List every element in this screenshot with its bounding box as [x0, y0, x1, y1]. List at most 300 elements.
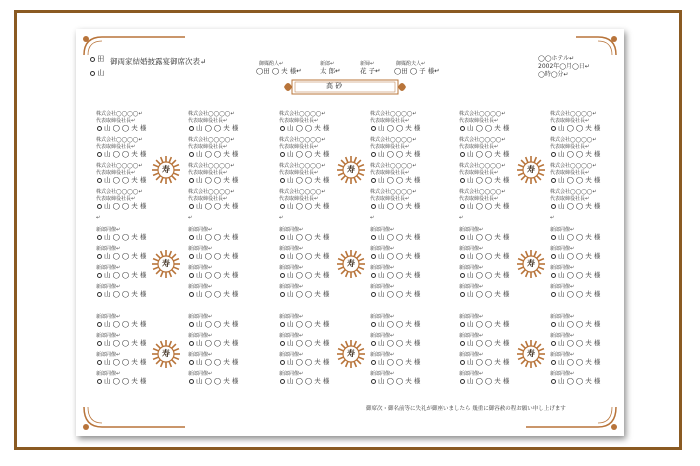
circle-mark	[280, 292, 285, 297]
guest-name	[370, 234, 420, 241]
position-label: 代表取締役社長↵	[279, 170, 319, 176]
guest-name	[96, 378, 146, 385]
guest-group-label: 新郎同僚↵	[188, 284, 213, 290]
guest-group-label: 新郎同僚↵	[459, 314, 484, 320]
guest-name	[550, 340, 600, 347]
guest-group-label: 新郎同僚↵	[279, 265, 304, 271]
guest-group-label: 新郎同僚↵	[550, 352, 575, 358]
circle-mark	[371, 360, 376, 365]
guest-group-label: 新郎同僚↵	[96, 314, 121, 320]
guest-name-text: 山 ◯ ◯ 夫 様	[467, 150, 510, 158]
circle-mark	[189, 322, 194, 327]
guest-name	[370, 151, 420, 158]
guest-name	[188, 378, 238, 385]
circle-mark	[460, 152, 465, 157]
guest-group-label: 新郎同僚↵	[96, 246, 121, 252]
guest-group-label: 新郎同僚↵	[188, 314, 213, 320]
company-label: 株式会社◯◯◯◯↵	[459, 189, 506, 195]
guest-name-text: 山 ◯ ◯ 夫 様	[378, 339, 421, 347]
guest-name	[370, 359, 420, 366]
circle-mark	[371, 273, 376, 278]
circle-mark	[97, 292, 102, 297]
guest-group-label: 新郎同僚↵	[96, 227, 121, 233]
position-label: 代表取締役社長↵	[550, 170, 590, 176]
guest-name	[370, 203, 420, 210]
guest-name-text: 山 ◯ ◯ 夫 様	[558, 124, 601, 132]
guest-name-text: 山 ◯ ◯ 夫 様	[287, 320, 330, 328]
position-label: 代表取締役社長↵	[96, 118, 136, 124]
guest-name	[550, 253, 600, 260]
guest-group-label: 新郎同僚↵	[279, 246, 304, 252]
circle-mark	[189, 379, 194, 384]
company-label: 株式会社◯◯◯◯↵	[370, 137, 417, 143]
guest-group-label: 新郎同僚↵	[550, 246, 575, 252]
circle-mark	[460, 341, 465, 346]
guest-group-label: 新郎同僚↵	[279, 352, 304, 358]
circle-mark	[280, 379, 285, 384]
guest-group-label: 新郎同僚↵	[96, 284, 121, 290]
guest-name-text: 山 ◯ ◯ 夫 様	[104, 124, 147, 132]
guest-name-text: 山 ◯ ◯ 夫 様	[287, 339, 330, 347]
circle-mark	[189, 292, 194, 297]
guest-group-label: 新郎同僚↵	[370, 314, 395, 320]
position-label: 代表取締役社長↵	[370, 196, 410, 202]
circle-mark	[551, 178, 556, 183]
guest-name-text: 山 ◯ ◯ 夫 様	[104, 290, 147, 298]
seating-chart-sheet	[76, 29, 624, 436]
guest-name	[279, 359, 329, 366]
guest-name-text: 山 ◯ ◯ 夫 様	[558, 320, 601, 328]
circle-mark	[551, 341, 556, 346]
guest-name	[459, 253, 509, 260]
line-break-mark: ↵	[279, 215, 284, 221]
guest-name-text: 山 ◯ ◯ 夫 様	[104, 233, 147, 241]
guest-name	[188, 203, 238, 210]
guest-name-text: 山 ◯ ◯ 夫 様	[196, 290, 239, 298]
guest-name-text: 山 ◯ ◯ 夫 様	[558, 150, 601, 158]
guest-group-label: 新郎同僚↵	[370, 352, 395, 358]
position-label: 代表取締役社長↵	[279, 196, 319, 202]
guest-name-text: 山 ◯ ◯ 夫 様	[558, 271, 601, 279]
guest-group-label: 新郎同僚↵	[370, 333, 395, 339]
guest-name	[370, 272, 420, 279]
guest-name-text: 山 ◯ ◯ 夫 様	[378, 124, 421, 132]
guest-group-label: 新郎同僚↵	[459, 333, 484, 339]
guest-group-label: 新郎同僚↵	[550, 314, 575, 320]
company-label: 株式会社◯◯◯◯↵	[370, 189, 417, 195]
guest-name-text: 山 ◯ ◯ 夫 様	[104, 320, 147, 328]
matchmaker-name: ◯田 ◯ 夫 様↵	[256, 67, 302, 75]
guest-name-text: 山 ◯ ◯ 夫 様	[196, 271, 239, 279]
circle-mark	[551, 322, 556, 327]
company-label: 株式会社◯◯◯◯↵	[96, 111, 143, 117]
circle-mark	[97, 204, 102, 209]
guest-group-label: 新郎同僚↵	[188, 371, 213, 377]
guest-group-label: 新郎同僚↵	[550, 371, 575, 377]
guest-name	[459, 234, 509, 241]
circle-mark	[189, 254, 194, 259]
circle-mark	[280, 204, 285, 209]
circle-mark	[371, 254, 376, 259]
event-date: 2002年◯月◯日↵	[538, 63, 590, 70]
guest-name	[188, 359, 238, 366]
guest-name	[459, 272, 509, 279]
guest-name-text: 山 ◯ ◯ 夫 様	[287, 150, 330, 158]
company-label: 株式会社◯◯◯◯↵	[279, 137, 326, 143]
groom-label: 新郎↵	[320, 61, 335, 67]
line-break-mark: ↵	[370, 215, 375, 221]
guest-group-label: 新郎同僚↵	[279, 227, 304, 233]
guest-group-label: 新郎同僚↵	[96, 352, 121, 358]
guest-name-text: 山 ◯ ◯ 夫 様	[287, 233, 330, 241]
guest-name	[279, 125, 329, 132]
guest-name-text: 山 ◯ ◯ 夫 様	[378, 271, 421, 279]
company-label: 株式会社◯◯◯◯↵	[459, 137, 506, 143]
guest-group-label: 新郎同僚↵	[188, 333, 213, 339]
circle-mark	[97, 360, 102, 365]
guest-name-text: 山 ◯ ◯ 夫 様	[378, 150, 421, 158]
circle-mark	[97, 273, 102, 278]
guest-name	[550, 321, 600, 328]
circle-mark	[97, 379, 102, 384]
circle-mark	[189, 178, 194, 183]
circle-mark	[189, 126, 194, 131]
company-label: 株式会社◯◯◯◯↵	[188, 137, 235, 143]
guest-name-text: 山 ◯ ◯ 夫 様	[287, 358, 330, 366]
guest-name	[370, 378, 420, 385]
guest-name	[188, 234, 238, 241]
guest-name	[188, 291, 238, 298]
guest-name-text: 山 ◯ ◯ 夫 様	[104, 271, 147, 279]
guest-name-text: 山 ◯ ◯ 夫 様	[378, 320, 421, 328]
guest-group-label: 新郎同僚↵	[188, 227, 213, 233]
circle-mark	[460, 292, 465, 297]
guest-name	[550, 234, 600, 241]
guest-name-text: 山 ◯ ◯ 夫 様	[287, 176, 330, 184]
guest-name-text: 山 ◯ ◯ 夫 様	[287, 252, 330, 260]
guest-name	[550, 177, 600, 184]
position-label: 代表取締役社長↵	[188, 144, 228, 150]
guest-name	[279, 340, 329, 347]
guest-name	[459, 125, 509, 132]
guest-group-label: 新郎同僚↵	[279, 314, 304, 320]
line-break-mark: ↵	[96, 215, 101, 221]
guest-name-text: 山 ◯ ◯ 夫 様	[104, 176, 147, 184]
position-label: 代表取締役社長↵	[370, 118, 410, 124]
circle-mark	[280, 341, 285, 346]
guest-name-text: 山 ◯ ◯ 夫 様	[558, 176, 601, 184]
line-break-mark: ↵	[188, 215, 193, 221]
company-label: 株式会社◯◯◯◯↵	[370, 163, 417, 169]
position-label: 代表取締役社長↵	[459, 144, 499, 150]
circle-mark	[189, 235, 194, 240]
guest-name	[96, 177, 146, 184]
circle-mark	[280, 178, 285, 183]
guest-name	[96, 291, 146, 298]
guest-name	[279, 151, 329, 158]
circle-mark	[97, 126, 102, 131]
guest-name	[96, 151, 146, 158]
guest-name	[96, 253, 146, 260]
guest-name-text: 山 ◯ ◯ 夫 様	[196, 150, 239, 158]
company-label: 株式会社◯◯◯◯↵	[188, 189, 235, 195]
guest-group-label: 新郎同僚↵	[550, 284, 575, 290]
position-label: 代表取締役社長↵	[459, 196, 499, 202]
line-break-mark: ↵	[459, 215, 464, 221]
guest-name	[279, 203, 329, 210]
guest-name	[550, 151, 600, 158]
guest-group-label: 新郎同僚↵	[96, 265, 121, 271]
guest-name-text: 山 ◯ ◯ 夫 様	[196, 377, 239, 385]
guest-name	[370, 340, 420, 347]
circle-mark	[551, 292, 556, 297]
guest-name-text: 山 ◯ ◯ 夫 様	[196, 124, 239, 132]
guest-group-label: 新郎同僚↵	[188, 246, 213, 252]
circle-mark	[371, 341, 376, 346]
circle-mark	[97, 322, 102, 327]
position-label: 代表取締役社長↵	[188, 170, 228, 176]
guest-name-text: 山 ◯ ◯ 夫 様	[467, 377, 510, 385]
position-label: 代表取締役社長↵	[370, 144, 410, 150]
circle-mark	[97, 254, 102, 259]
guest-name-text: 山 ◯ ◯ 夫 様	[196, 320, 239, 328]
guest-name	[188, 125, 238, 132]
guest-name	[188, 321, 238, 328]
guest-name	[279, 378, 329, 385]
position-label: 代表取締役社長↵	[550, 144, 590, 150]
position-label: 代表取締役社長↵	[96, 170, 136, 176]
guest-name-text: 山 ◯ ◯ 夫 様	[287, 124, 330, 132]
guest-name	[96, 340, 146, 347]
guest-name	[459, 291, 509, 298]
guest-name	[370, 291, 420, 298]
guest-name-text: 山 ◯ ◯ 夫 様	[467, 290, 510, 298]
circle-mark	[97, 178, 102, 183]
guest-name-text: 山 ◯ ◯ 夫 様	[196, 202, 239, 210]
company-label: 株式会社◯◯◯◯↵	[96, 189, 143, 195]
guest-name-text: 山 ◯ ◯ 夫 様	[558, 290, 601, 298]
guest-name-text: 山 ◯ ◯ 夫 様	[287, 202, 330, 210]
kotobuki-character: 寿	[527, 164, 535, 174]
circle-mark	[551, 126, 556, 131]
guest-name	[459, 321, 509, 328]
guest-name-text: 山 ◯ ◯ 夫 様	[378, 358, 421, 366]
guest-name-text: 山 ◯ ◯ 夫 様	[467, 233, 510, 241]
takasago-frame	[282, 77, 408, 97]
guest-name	[370, 321, 420, 328]
circle-mark	[280, 254, 285, 259]
circle-mark	[551, 273, 556, 278]
circle-mark	[97, 152, 102, 157]
position-label: 代表取締役社長↵	[188, 118, 228, 124]
kotobuki-character: 寿	[162, 348, 170, 358]
guest-group-label: 新郎同僚↵	[459, 352, 484, 358]
guest-name	[96, 321, 146, 328]
position-label: 代表取締役社長↵	[550, 118, 590, 124]
guest-group-label: 新郎同僚↵	[96, 371, 121, 377]
guest-group-label: 新郎同僚↵	[370, 265, 395, 271]
corner-ornament-bottom-left	[80, 403, 190, 433]
circle-mark	[280, 235, 285, 240]
company-label: 株式会社◯◯◯◯↵	[550, 163, 597, 169]
company-label: 株式会社◯◯◯◯↵	[279, 111, 326, 117]
guest-group-label: 新郎同僚↵	[550, 227, 575, 233]
guest-name	[279, 272, 329, 279]
guest-name-text: 山 ◯ ◯ 夫 様	[558, 252, 601, 260]
company-label: 株式会社◯◯◯◯↵	[188, 163, 235, 169]
company-label: 株式会社◯◯◯◯↵	[279, 189, 326, 195]
guest-name-text: 山 ◯ ◯ 夫 様	[104, 252, 147, 260]
circle-mark	[460, 273, 465, 278]
kotobuki-character: 寿	[527, 258, 535, 268]
circle-mark	[280, 360, 285, 365]
kotobuki-character: 寿	[347, 164, 355, 174]
line-break-mark: ↵	[550, 215, 555, 221]
position-label: 代表取締役社長↵	[459, 118, 499, 124]
guest-group-label: 新郎同僚↵	[550, 333, 575, 339]
circle-mark	[460, 322, 465, 327]
guest-name	[550, 291, 600, 298]
guest-name-text: 山 ◯ ◯ 夫 様	[467, 252, 510, 260]
circle-mark	[460, 126, 465, 131]
circle-mark	[280, 273, 285, 278]
guest-name-text: 山 ◯ ◯ 夫 様	[378, 233, 421, 241]
guest-group-label: 新郎同僚↵	[459, 227, 484, 233]
guest-name	[279, 253, 329, 260]
circle-mark	[371, 178, 376, 183]
guest-name	[370, 125, 420, 132]
matchmaker-label: 御媒酌人↵	[259, 61, 284, 67]
kotobuki-character: 寿	[527, 348, 535, 358]
circle-mark	[551, 204, 556, 209]
guest-group-label: 新郎同僚↵	[370, 284, 395, 290]
circle-mark	[189, 273, 194, 278]
guest-name	[550, 378, 600, 385]
bride-name: 花 子↵	[360, 67, 381, 75]
guest-name-text: 山 ◯ ◯ 夫 様	[467, 271, 510, 279]
circle-mark	[280, 152, 285, 157]
circle-mark	[551, 360, 556, 365]
guest-group-label: 新郎同僚↵	[459, 284, 484, 290]
guest-name-text: 山 ◯ ◯ 夫 様	[104, 358, 147, 366]
guest-name	[188, 272, 238, 279]
guest-name	[279, 177, 329, 184]
guest-group-label: 新郎同僚↵	[370, 371, 395, 377]
kotobuki-character: 寿	[347, 348, 355, 358]
guest-name-text: 山 ◯ ◯ 夫 様	[467, 176, 510, 184]
circle-mark	[189, 152, 194, 157]
position-label: 代表取締役社長↵	[96, 144, 136, 150]
guest-name	[550, 203, 600, 210]
position-label: 代表取締役社長↵	[550, 196, 590, 202]
guest-name	[188, 340, 238, 347]
page-title: 御両家結婚披露宴御席次表↵	[110, 57, 207, 66]
guest-group-label: 新郎同僚↵	[459, 265, 484, 271]
guest-group-label: 新郎同僚↵	[96, 333, 121, 339]
circle-mark	[460, 178, 465, 183]
guest-name-text: 山 ◯ ◯ 夫 様	[558, 339, 601, 347]
hotel-name: ◯◯ホテル↵	[538, 55, 575, 62]
circle-mark	[551, 379, 556, 384]
guest-name	[550, 359, 600, 366]
guest-name	[550, 272, 600, 279]
guest-name	[188, 177, 238, 184]
circle-mark	[551, 152, 556, 157]
guest-name	[188, 151, 238, 158]
footer-note: 御席次・御名前等に失礼が御座いましたら 幾重に御容赦の程お願い申し上げます	[366, 406, 566, 412]
circle-mark	[371, 126, 376, 131]
circle-mark	[460, 204, 465, 209]
company-label: 株式会社◯◯◯◯↵	[370, 111, 417, 117]
event-time: ◯時◯分↵	[538, 71, 569, 78]
company-label: 株式会社◯◯◯◯↵	[459, 163, 506, 169]
company-label: 株式会社◯◯◯◯↵	[279, 163, 326, 169]
guest-name-text: 山 ◯ ◯ 夫 様	[196, 252, 239, 260]
guest-name	[370, 253, 420, 260]
company-label: 株式会社◯◯◯◯↵	[550, 111, 597, 117]
guest-name-text: 山 ◯ ◯ 夫 様	[467, 202, 510, 210]
guest-name	[459, 378, 509, 385]
guest-group-label: 新郎同僚↵	[279, 333, 304, 339]
circle-mark	[460, 254, 465, 259]
guest-name-text: 山 ◯ ◯ 夫 様	[378, 176, 421, 184]
takasago-label: 高 砂	[326, 82, 343, 90]
guest-group-label: 新郎同僚↵	[550, 265, 575, 271]
groom-name: 太 郎↵	[320, 67, 341, 75]
guest-name-text: 山 ◯ ◯ 夫 様	[378, 290, 421, 298]
guest-group-label: 新郎同僚↵	[279, 371, 304, 377]
guest-name-text: 山 ◯ ◯ 夫 様	[196, 339, 239, 347]
kotobuki-character: 寿	[162, 164, 170, 174]
company-label: 株式会社◯◯◯◯↵	[459, 111, 506, 117]
guest-group-label: 新郎同僚↵	[188, 352, 213, 358]
guest-name-text: 山 ◯ ◯ 夫 様	[558, 202, 601, 210]
guest-name	[459, 340, 509, 347]
guest-name	[459, 151, 509, 158]
kotobuki-character: 寿	[162, 258, 170, 268]
company-label: 株式会社◯◯◯◯↵	[550, 137, 597, 143]
guest-name	[550, 125, 600, 132]
circle-mark	[371, 292, 376, 297]
guest-name-text: 山 ◯ ◯ 夫 様	[196, 358, 239, 366]
guest-group-label: 新郎同僚↵	[459, 246, 484, 252]
circle-mark	[371, 379, 376, 384]
guest-name	[370, 177, 420, 184]
guest-name	[96, 125, 146, 132]
position-label: 代表取締役社長↵	[459, 170, 499, 176]
circle-mark	[97, 235, 102, 240]
guest-name-text: 山 ◯ ◯ 夫 様	[558, 358, 601, 366]
guest-group-label: 新郎同僚↵	[459, 371, 484, 377]
circle-mark	[189, 341, 194, 346]
guest-group-label: 新郎同僚↵	[370, 246, 395, 252]
circle-mark	[460, 235, 465, 240]
company-label: 株式会社◯◯◯◯↵	[96, 137, 143, 143]
guest-name-text: 山 ◯ ◯ 夫 様	[467, 358, 510, 366]
guest-name-text: 山 ◯ ◯ 夫 様	[467, 339, 510, 347]
guest-name	[96, 359, 146, 366]
family-left-top: 田	[90, 54, 104, 64]
circle-mark	[280, 322, 285, 327]
circle-mark	[280, 126, 285, 131]
guest-name-text: 山 ◯ ◯ 夫 様	[196, 176, 239, 184]
company-label: 株式会社◯◯◯◯↵	[550, 189, 597, 195]
circle-mark	[551, 254, 556, 259]
circle-mark	[460, 379, 465, 384]
guest-name-text: 山 ◯ ◯ 夫 様	[287, 377, 330, 385]
guest-name	[459, 359, 509, 366]
kotobuki-character: 寿	[347, 258, 355, 268]
